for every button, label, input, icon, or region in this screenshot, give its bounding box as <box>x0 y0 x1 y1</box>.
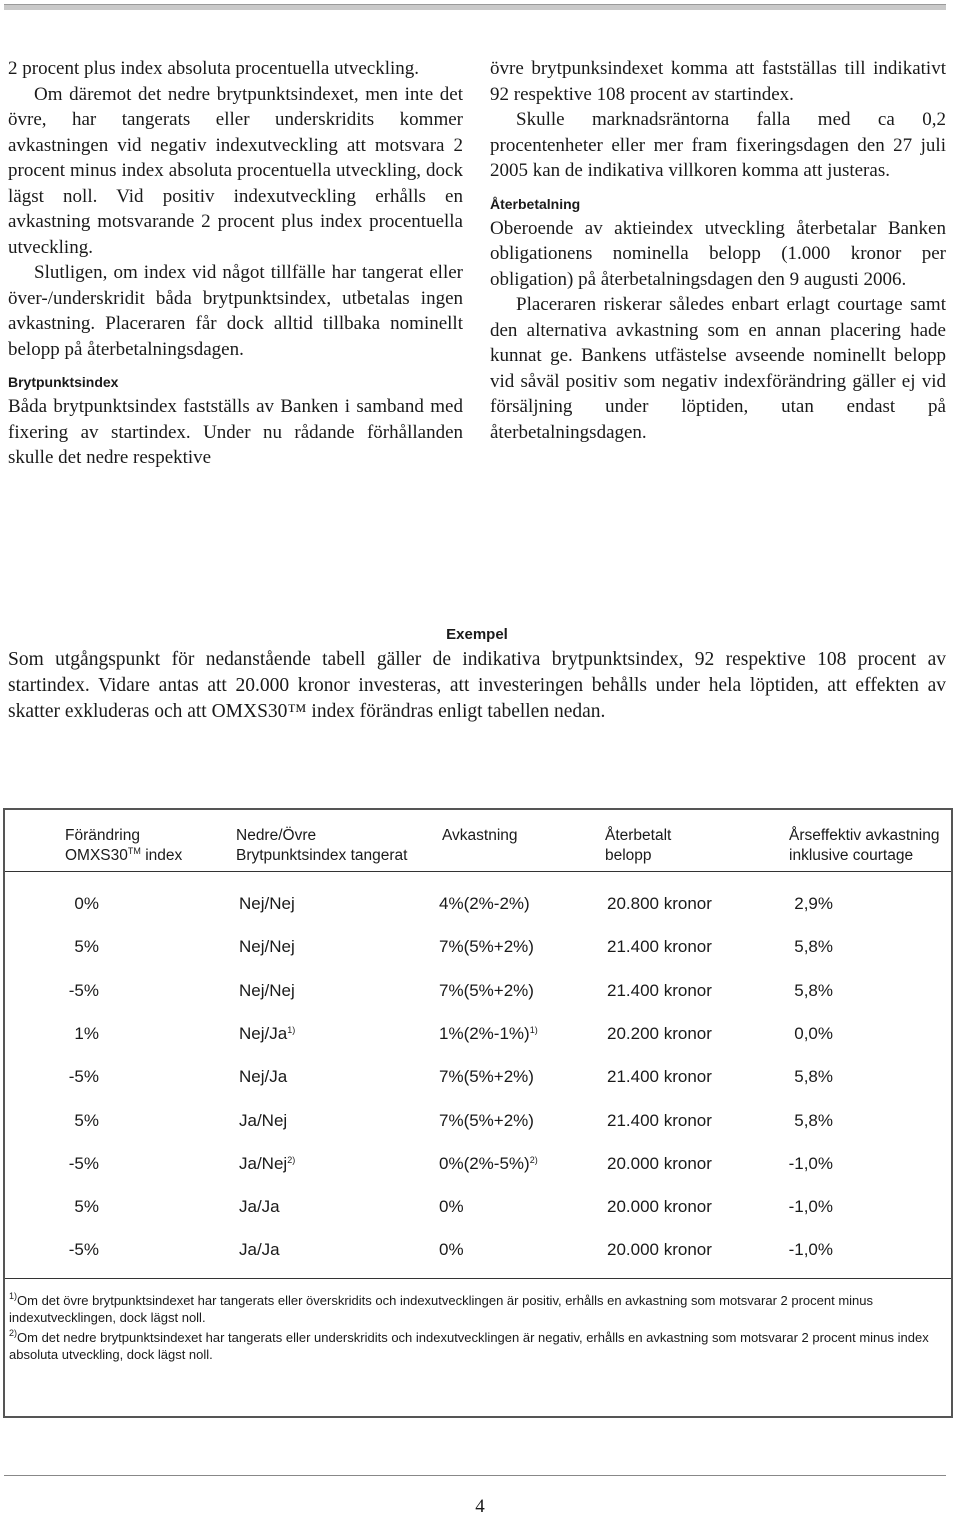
footnote-1-mark: 1) <box>9 1291 18 1301</box>
cell-avkastning <box>439 1197 464 1217</box>
cell-aterbetalt <box>607 981 712 1001</box>
right-paragraph-3: Oberoende av aktieindex utveckling återbetalar Banken obligationens nominella belopp (1.000 kronor per obligation) på återbetalningsdagen den 9 augusti 2006. <box>490 217 946 290</box>
bottom-rule <box>4 1475 946 1476</box>
footnote-ref: 1) <box>529 1025 538 1035</box>
cell-change <box>59 1197 99 1217</box>
header-arseffektiv-line2: inklusive courtage <box>789 847 914 864</box>
cell-avkastning-value: 0%(2%-5%) <box>439 1154 530 1173</box>
cell-arseffektiv-value: 0,0% <box>794 1024 833 1043</box>
header-aterbetalt-line1: Återbetalt <box>605 827 672 844</box>
cell-change <box>59 1024 99 1044</box>
header-aterbetalt-line2: belopp <box>605 847 652 864</box>
cell-arseffektiv <box>779 894 833 914</box>
heading-brytpunktsindex: Brytpunktsindex <box>8 374 119 390</box>
cell-change-value: -5% <box>68 1154 99 1173</box>
cell-arseffektiv-value: 5,8% <box>794 1111 833 1130</box>
cell-arseffektiv <box>779 981 833 1001</box>
cell-avkastning <box>439 1067 534 1087</box>
cell-change-value: 5% <box>74 1111 99 1130</box>
header-avkastning-label: Avkastning <box>442 827 518 844</box>
cell-change <box>59 894 99 914</box>
cell-nedre-ovre-value: Nej/Nej <box>239 981 295 1000</box>
footnotes <box>9 1292 939 1366</box>
cell-nedre-ovre <box>239 1197 280 1217</box>
cell-nedre-ovre <box>239 981 295 1001</box>
cell-change-value: 1% <box>74 1024 99 1043</box>
cell-arseffektiv-value: 2,9% <box>794 894 833 913</box>
header-arseffektiv <box>789 826 939 866</box>
cell-aterbetalt-value: 21.400 kronor <box>607 1067 712 1086</box>
cell-avkastning <box>439 1240 464 1260</box>
cell-avkastning-value: 7%(5%+2%) <box>439 937 534 956</box>
footnote-ref: 1) <box>287 1025 296 1035</box>
cell-avkastning <box>439 1111 534 1131</box>
left-column <box>8 56 463 471</box>
cell-nedre-ovre-value: Nej/Nej <box>239 894 295 913</box>
cell-change-value: -5% <box>68 1067 99 1086</box>
cell-nedre-ovre <box>239 894 295 914</box>
left-paragraph-1: 2 procent plus index absoluta procentuella utveckling. <box>8 58 420 79</box>
header-change-omx: OMXS30 <box>65 847 128 864</box>
cell-arseffektiv-value: 5,8% <box>794 1067 833 1086</box>
cell-change-value: -5% <box>68 1240 99 1259</box>
page-number: 4 <box>475 1496 485 1517</box>
cell-arseffektiv <box>779 1024 833 1044</box>
left-paragraph-2: Om däremot det nedre brytpunktsindexet, men inte det övre, har tangerats eller underskridits kommer avkastningen vid negativ indexutveckling att motsvara 2 procent minus index absoluta procentuella utveckling, dock lägst noll. Vid positiv indexutveckling erhålls en avkastning motsvarande 2 procent plus index procentuella utveckling. <box>8 83 463 258</box>
table-footer-rule <box>5 1278 951 1279</box>
cell-avkastning <box>439 937 534 957</box>
cell-arseffektiv-value: 5,8% <box>794 937 833 956</box>
left-paragraph-4: Båda brytpunktsindex fastställs av Banken i samband med fixering av startindex. Under nu rådande förhållanden skulle det nedre respektive <box>8 396 463 468</box>
header-avkastning <box>442 826 518 846</box>
footnote-1-text: Om det övre brytpunktsindexet har tangerats eller överskridits och indexutvecklingen är positiv, erhålls en avkastning som motsvarar 2 procent minus indexutvecklingen, dock lägst noll. <box>9 1293 874 1325</box>
footnote-ref: 2) <box>287 1155 296 1165</box>
header-change-index: index <box>140 847 183 864</box>
example-section <box>8 625 946 725</box>
footnote-ref: 2) <box>529 1155 538 1165</box>
cell-nedre-ovre-value: Ja/Nej <box>239 1111 288 1130</box>
cell-change-value: 5% <box>74 937 99 956</box>
cell-change <box>59 1067 99 1087</box>
cell-avkastning <box>439 894 530 914</box>
example-text: Som utgångspunkt för nedanstående tabell gäller de indikativa brytpunktsindex, 92 respektive 108 procent av startindex. Vidare antas att 20.000 kronor investeras, att investeringen behålls under hela löptiden, att effekten av skatter exkluderas och att OMXS30™ index förändras enligt tabellen nedan. <box>8 649 946 722</box>
cell-aterbetalt-value: 21.400 kronor <box>607 937 712 956</box>
cell-change <box>59 981 99 1001</box>
right-paragraph-2: Skulle marknadsräntorna falla med ca 0,2 procentenheter eller mer fram fixeringsdagen den 27 juli 2005 kan de indikativa villkoren komma att justeras. <box>490 109 946 181</box>
cell-nedre-ovre-value: Nej/Ja <box>239 1067 288 1086</box>
cell-nedre-ovre-value: Ja/Nej <box>239 1154 288 1173</box>
cell-nedre-ovre-value: Ja/Ja <box>239 1197 280 1216</box>
example-title: Exempel <box>446 626 508 643</box>
cell-arseffektiv <box>779 1111 833 1131</box>
cell-aterbetalt-value: 20.000 kronor <box>607 1154 712 1173</box>
cell-aterbetalt <box>607 1067 712 1087</box>
cell-arseffektiv-value: -1,0% <box>788 1197 833 1216</box>
cell-change-value: -5% <box>68 981 99 1000</box>
cell-aterbetalt <box>607 1197 712 1217</box>
cell-nedre-ovre <box>239 1154 295 1174</box>
cell-avkastning <box>439 1154 538 1174</box>
cell-change <box>59 937 99 957</box>
cell-aterbetalt-value: 20.200 kronor <box>607 1024 712 1043</box>
cell-aterbetalt <box>607 1024 712 1044</box>
cell-avkastning-value: 1%(2%-1%) <box>439 1024 530 1043</box>
table-header-rule <box>5 871 951 872</box>
cell-nedre-ovre <box>239 1067 287 1087</box>
footnote-2-mark: 2) <box>9 1328 18 1338</box>
footnote-2-text: Om det nedre brytpunktsindexet har tangerats eller underskridits och indexutvecklingen är negativ, erhålls en avkastning som motsvarar 2 procent minus index absoluta utveckling, dock lägst noll. <box>9 1330 929 1362</box>
header-change <box>65 826 182 866</box>
header-nedre-line1: Nedre/Övre <box>236 827 317 844</box>
cell-aterbetalt <box>607 1111 712 1131</box>
right-paragraph-1: övre brytpunksindexet komma att fastställas till indikativt 92 respektive 108 procent av startindex. <box>490 58 946 105</box>
header-change-line2 <box>65 846 182 866</box>
cell-aterbetalt-value: 21.400 kronor <box>607 1111 712 1130</box>
header-aterbetalt <box>605 826 671 866</box>
header-nedre <box>236 826 407 866</box>
cell-avkastning-value: 4%(2%-2%) <box>439 894 530 913</box>
footnote-2 <box>9 1329 939 1363</box>
right-paragraph-4: Placeraren riskerar således enbart erlagt courtage samt den alternativa avkastning som en annan placering hade kunnat ge. Bankens utfästelse avseende nominellt belopp vid såväl positiv som negativ indexförändring gäller ej vid försäljning under löptiden, utan endast på återbetalningsdagen. <box>490 294 946 443</box>
footnote-1 <box>9 1292 939 1326</box>
cell-aterbetalt <box>607 1154 712 1174</box>
cell-avkastning <box>439 1024 538 1044</box>
header-arseffektiv-line1: Årseffektiv avkastning <box>789 827 940 844</box>
cell-nedre-ovre-value: Nej/Nej <box>239 937 295 956</box>
top-rule <box>4 4 946 10</box>
cell-nedre-ovre <box>239 1024 295 1044</box>
left-paragraph-3: Slutligen, om index vid något tillfälle har tangerat eller över-/underskridit båda brytpunktsindex, utbetalas ingen avkastning. Placeraren får dock alltid tillbaka nominellt belopp på återbetalningsdagen. <box>8 262 463 360</box>
cell-nedre-ovre-value: Ja/Ja <box>239 1240 280 1259</box>
cell-nedre-ovre <box>239 1240 280 1260</box>
cell-change <box>59 1154 99 1174</box>
cell-avkastning-value: 0% <box>439 1240 464 1259</box>
cell-arseffektiv-value: 5,8% <box>794 981 833 1000</box>
cell-avkastning-value: 7%(5%+2%) <box>439 1111 534 1130</box>
cell-arseffektiv <box>779 1154 833 1174</box>
cell-arseffektiv-value: -1,0% <box>788 1154 833 1173</box>
cell-change-value: 5% <box>74 1197 99 1216</box>
cell-change-value: 0% <box>74 894 99 913</box>
cell-arseffektiv <box>779 1067 833 1087</box>
cell-nedre-ovre-value: Nej/Ja <box>239 1024 288 1043</box>
cell-aterbetalt-value: 20.000 kronor <box>607 1197 712 1216</box>
cell-avkastning <box>439 981 534 1001</box>
cell-avkastning-value: 0% <box>439 1197 464 1216</box>
cell-arseffektiv <box>779 937 833 957</box>
cell-arseffektiv <box>779 1240 833 1260</box>
example-table <box>3 808 953 1418</box>
cell-arseffektiv-value: -1,0% <box>788 1240 833 1259</box>
cell-nedre-ovre <box>239 1111 287 1131</box>
cell-nedre-ovre <box>239 937 295 957</box>
cell-aterbetalt-value: 21.400 kronor <box>607 981 712 1000</box>
header-change-line1: Förändring <box>65 827 140 844</box>
cell-aterbetalt-value: 20.000 kronor <box>607 1240 712 1259</box>
cell-change <box>59 1111 99 1131</box>
right-column <box>490 56 946 445</box>
header-nedre-line2: Brytpunktsindex tangerat <box>236 847 408 864</box>
cell-aterbetalt <box>607 937 712 957</box>
cell-change <box>59 1240 99 1260</box>
cell-avkastning-value: 7%(5%+2%) <box>439 1067 534 1086</box>
heading-aterbetalning: Återbetalning <box>490 195 581 212</box>
cell-aterbetalt <box>607 894 712 914</box>
cell-aterbetalt-value: 20.800 kronor <box>607 894 712 913</box>
trademark-mark: TM <box>127 846 141 856</box>
cell-aterbetalt <box>607 1240 712 1260</box>
cell-avkastning-value: 7%(5%+2%) <box>439 981 534 1000</box>
cell-arseffektiv <box>779 1197 833 1217</box>
